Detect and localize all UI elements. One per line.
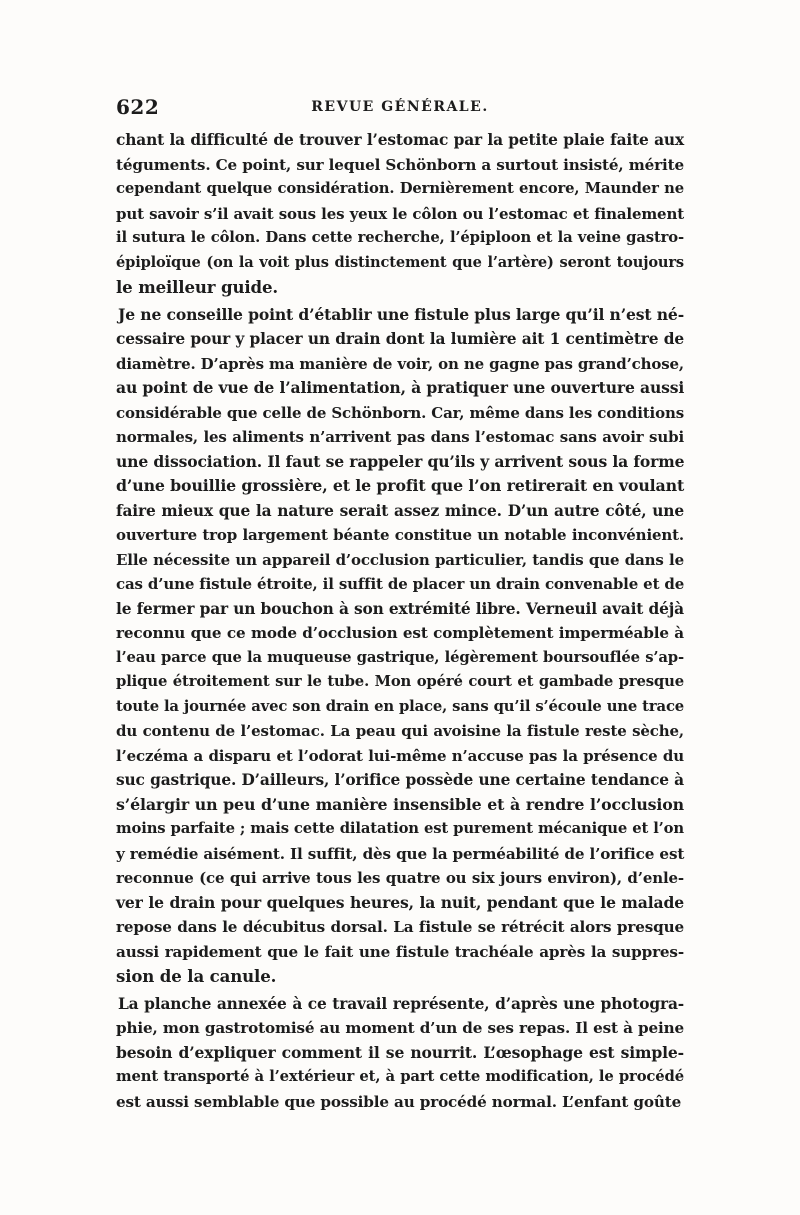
text-line: suc gastrique. D’ailleurs, l’orifice possède une certaine tendance à — [116, 771, 684, 789]
text-line: Elle nécessite un appareil d’occlusion particulier, tandis que dans le — [116, 550, 684, 569]
running-title: REVUE GÉNÉRALE. — [311, 99, 489, 115]
text-line: La planche annexée à ce travail représente, d’après une photogra- — [118, 994, 684, 1013]
text-line: faire mieux que la nature serait assez mince. D’un autre côté, une — [116, 501, 684, 520]
paragraph — [116, 992, 684, 1115]
text-line: épiploïque (on la voit plus distinctement que l’artère) seront toujours — [116, 253, 684, 271]
text-line: ouverture trop largement béante constitue un notable inconvénient. — [116, 526, 684, 544]
text-line: cessaire pour y placer un drain dont la lumière ait 1 centimètre de — [116, 330, 684, 348]
text-line: s’élargir un peu d’une manière insensible et à rendre l’occlusion — [116, 794, 684, 814]
text-line: au point de vue de l’alimentation, à pratiquer une ouverture aussi — [116, 378, 685, 397]
text-line: cependant quelque considération. Dernièrement encore, Maunder ne — [116, 180, 684, 197]
text-line: moins parfaite ; mais cette dilatation est purement mécanique et l’on — [116, 820, 684, 837]
text-line: besoin d’expliquer comment il se nourrit. L’œsophage est simple- — [116, 1042, 684, 1062]
text-line: reconnu que ce mode d’occlusion est complètement imperméable à — [116, 624, 684, 642]
text-line: cas d’une fistule étroite, il suffit de placer un drain convenable et de — [116, 575, 685, 593]
text-line: d’une bouillie grossière, et le profit que l’on retirerait en voulant — [116, 476, 685, 495]
text-line: ver le drain pour quelques heures, la nuit, pendant que le malade — [116, 892, 684, 912]
text-line: le fermer par un bouchon à son extrémité libre. Verneuil avait déjà — [116, 599, 684, 618]
text-line: y remédie aisément. Il suffit, dès que la perméabilité de l’orifice est — [116, 844, 685, 863]
text-line: normales, les aliments n’arrivent pas dans l’estomac sans avoir subi — [116, 428, 684, 446]
body-text — [116, 128, 684, 1114]
text-line: du contenu de l’estomac. La peau qui avoisine la fistule reste sèche, — [116, 722, 684, 740]
text-line: toute la journée avec son drain en place, sans qu’il s’écoule une trace — [116, 697, 685, 715]
text-line: ment transporté à l’extérieur et, à part cette modification, le procédé — [116, 1068, 684, 1085]
text-line: diamètre. D’après ma manière de voir, on ne gagne pas grand’chose, — [116, 354, 684, 373]
text-line: sion de la canule. — [116, 966, 277, 986]
paragraph — [116, 128, 684, 300]
text-line: aussi rapidement que le fait une fistule trachéale après la suppres- — [116, 942, 684, 961]
text-line: est aussi semblable que possible au procédé normal. L’enfant goûte — [116, 1092, 682, 1111]
text-line: l’eczéma a disparu et l’odorat lui-même n’accuse pas la présence du — [116, 746, 684, 765]
text-line: phie, mon gastrotomisé au moment d’un de ses repas. Il est à peine — [116, 1019, 684, 1037]
paragraph — [116, 303, 684, 989]
text-line: l’eau parce que la muqueuse gastrique, légèrement boursouflée s’ap- — [116, 648, 684, 666]
text-line: Je ne conseille point d’établir une fistule plus large qu’il n’est né- — [118, 304, 685, 324]
text-line: chant la difficulté de trouver l’estomac par la petite plaie faite aux — [116, 131, 684, 149]
text-line: reconnue (ce qui arrive tous les quatre ou six jours environ), d’enle- — [116, 869, 684, 887]
text-line: une dissociation. Il faut se rappeler qu’ils y arrivent sous la forme — [116, 451, 685, 471]
text-line: repose dans le décubitus dorsal. La fistule se rétrécit alors presque — [116, 918, 684, 936]
text-line: le meilleur guide. — [116, 277, 279, 297]
page-number: 622 — [116, 95, 160, 119]
text-line: téguments. Ce point, sur lequel Schönborn a surtout insisté, mérite — [116, 155, 684, 174]
page-header — [116, 95, 684, 121]
text-line: considérable que celle de Schönborn. Car, même dans les conditions — [116, 403, 684, 422]
text-line: put savoir s’il avait sous les yeux le côlon ou l’estomac et finalement — [116, 204, 684, 223]
text-line: il sutura le côlon. Dans cette recherche, l’épiploon et la veine gastro- — [116, 229, 684, 246]
text-line: plique étroitement sur le tube. Mon opéré court et gambade presque — [116, 673, 684, 690]
